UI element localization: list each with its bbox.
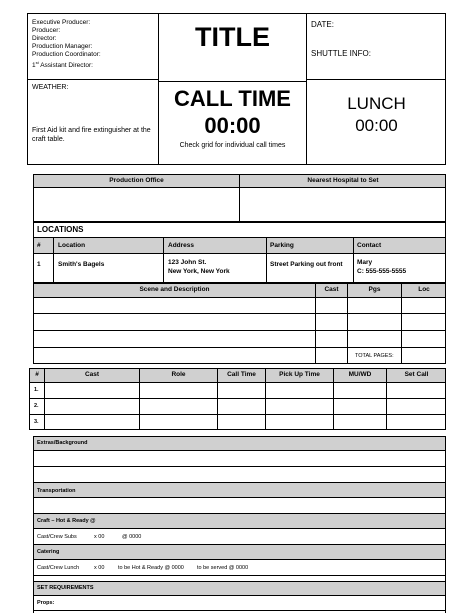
crew-line: Director: — [32, 35, 57, 42]
craft-line-time: @ 0000 — [122, 534, 142, 540]
craft-line-qty: x 00 — [94, 534, 105, 540]
call-time-note: Check grid for individual call times — [179, 142, 286, 149]
extras-heading: Extras/Background — [37, 440, 88, 446]
call-time-value[interactable]: 00:00 — [204, 113, 261, 138]
locations-heading: LOCATIONS — [37, 225, 84, 234]
nearest-hospital-header: Nearest Hospital to Set — [307, 177, 379, 184]
lunch-label: LUNCH — [347, 94, 406, 113]
crew-line: 1st Assistant Director: — [32, 60, 93, 70]
date-label: DATE: — [311, 20, 334, 29]
catering-line-label: Cast/Crew Lunch — [37, 565, 80, 571]
scene-col-description: Scene and Description — [139, 286, 210, 293]
page-title[interactable]: TITLE — [195, 22, 270, 52]
crew-line: Producer: — [32, 27, 61, 34]
crew-list — [32, 19, 101, 70]
first-aid-note: First Aid kit and fire extinguisher at the craft table. — [32, 127, 151, 143]
crew-line: Production Manager: — [32, 43, 93, 50]
catering-line-note: to be Hot & Ready @ 0000 — [118, 565, 184, 571]
cast-col-mu-wd: MU/WD — [348, 371, 372, 378]
loc-row-location[interactable]: Smith's Bagels — [58, 261, 105, 268]
catering-heading: Catering — [37, 549, 60, 555]
cast-col-pickup: Pick Up Time — [279, 371, 320, 378]
loc-col-num: # — [37, 242, 41, 249]
cast-col-num: # — [35, 371, 39, 378]
crew-line: Executive Producer: — [32, 19, 91, 26]
loc-col-contact: Contact — [357, 242, 382, 249]
crew-line: Production Coordinator: — [32, 51, 101, 58]
cast-col-role: Role — [171, 371, 186, 378]
scene-col-pgs: Pgs — [368, 286, 381, 293]
cast-row-num: 3. — [34, 419, 39, 425]
loc-col-location: Location — [58, 242, 86, 249]
total-pages-label: TOTAL PAGES: — [355, 353, 394, 359]
craft-heading: Craft – Hot & Ready @ — [37, 518, 96, 524]
loc-row-parking[interactable]: Street Parking out front — [270, 261, 343, 268]
production-office-header: Production Office — [109, 177, 164, 184]
loc-col-address: Address — [168, 242, 195, 249]
call-time-label: CALL TIME — [174, 86, 291, 111]
loc-row-num: 1 — [37, 261, 41, 268]
scene-col-cast: Cast — [324, 286, 339, 293]
cast-row-num: 1. — [34, 387, 39, 393]
craft-line-label: Cast/Crew Subs — [37, 534, 77, 540]
loc-row-address[interactable]: 123 John St. New York, New York — [168, 259, 230, 275]
cast-col-cast: Cast — [84, 371, 100, 378]
cast-col-call-time: Call Time — [227, 371, 256, 378]
weather-label: WEATHER: — [32, 84, 69, 91]
loc-row-contact[interactable]: Mary C: 555-555-5555 — [357, 259, 407, 275]
shuttle-info-label: SHUTTLE INFO: — [311, 49, 372, 58]
transportation-heading: Transportation — [37, 488, 76, 494]
loc-col-parking: Parking — [270, 242, 294, 249]
set-requirements-heading: SET REQUIREMENTS — [37, 585, 94, 591]
props-label: Props: — [37, 600, 55, 606]
catering-line-qty: x 00 — [94, 565, 105, 571]
catering-line-served: to be served @ 0000 — [197, 565, 249, 571]
cast-row-num: 2. — [34, 403, 39, 409]
scene-col-loc: Loc — [418, 286, 430, 293]
lunch-time-value[interactable]: 00:00 — [355, 116, 398, 135]
cast-col-set-call: Set Call — [404, 371, 429, 378]
